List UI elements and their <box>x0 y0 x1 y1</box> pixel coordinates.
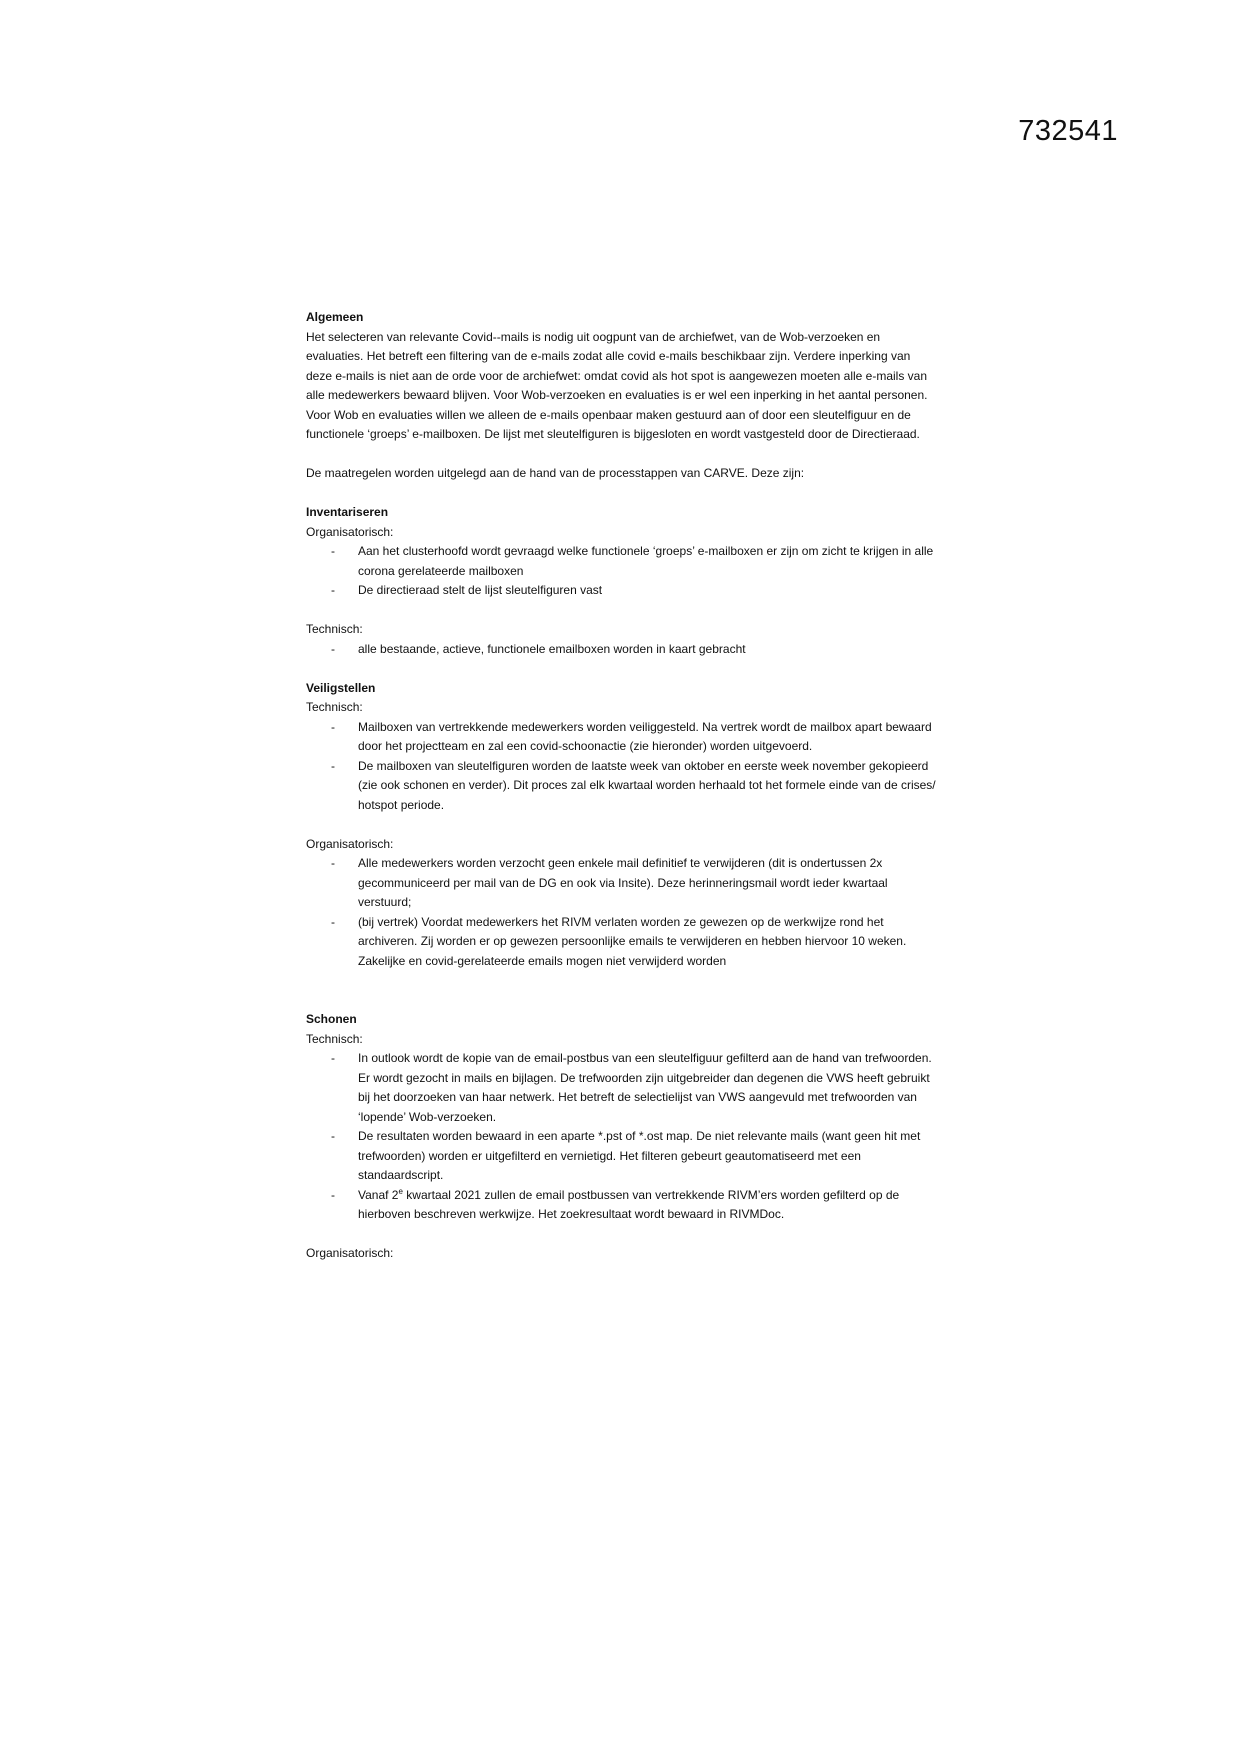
label-organisatorisch: Organisatorisch: <box>306 1246 394 1260</box>
list-inventariseren-organisatorisch <box>306 542 938 601</box>
list-item <box>306 1186 938 1225</box>
list-item <box>306 757 938 816</box>
list-item-text: alle bestaande, actieve, functionele emailboxen worden in kaart gebracht <box>358 641 746 656</box>
list-item <box>306 913 938 972</box>
list-item <box>306 1127 938 1186</box>
list-item-text: Alle medewerkers worden verzocht geen enkele mail definitief te verwijderen (dit is ondertussen 2x gecommuniceerd per mail van de DG en ook via Insite). Deze herinneringsmail wordt ieder kwartaal verstuurd; <box>358 856 888 909</box>
paragraph-intro: De maatregelen worden uitgelegd aan de hand van de processtappen van CARVE. Deze zijn: <box>306 466 805 480</box>
bullet-dash: - <box>331 1187 335 1202</box>
list-item-text: In outlook wordt de kopie van de email-postbus van een sleutelfiguur gefilterd aan de hand van trefwoorden. Er wordt gezocht in mails en bijlagen. De trefwoorden zijn uitgebreider dan degenen die VWS heeft gebruikt bij het doorzoeken van haar netwerk. Het betreft de selectielijst van VWS aangevuld met trefwoorden van ‘lopende’ Wob-verzoeken. <box>358 1051 932 1124</box>
list-item <box>306 640 938 660</box>
bullet-dash: - <box>331 1129 335 1143</box>
label-technisch: Technisch: <box>306 1031 363 1046</box>
document-number: 732541 <box>1018 115 1118 147</box>
document-body <box>306 308 938 1264</box>
bullet-dash: - <box>331 641 335 656</box>
bullet-dash: - <box>331 1051 335 1065</box>
bullet-dash: - <box>331 719 335 734</box>
list-veiligstellen-organisatorisch <box>306 854 938 971</box>
list-item-text <box>358 1188 899 1222</box>
heading-inventariseren: Inventariseren <box>306 505 389 519</box>
label-organisatorisch: Organisatorisch: <box>306 836 394 851</box>
list-item <box>306 854 938 913</box>
paragraph-algemeen: Het selecteren van relevante Covid--mails is nodig uit oogpunt van de archiefwet, van de Wob-verzoeken en evaluaties. Het betreft een filtering van de e-mails zodat alle covid e-mails beschikbaar zijn. Verdere inperking van deze e-mails is niet aan de orde voor de archiefwet: omdat covid als hot spot is aangewezen moeten alle e-mails van alle medewerkers bewaard blijven. Voor Wob-verzoeken en evaluaties is er wel een inperking in het aantal personen. Voor Wob en evaluaties willen we alleen de e-mails openbaar maken gestuurd aan of door een sleutelfiguur en de functionele ‘groeps’ e-mailboxen. De lijst met sleutelfiguren is bijgesloten en wordt vastgesteld door de Directieraad. <box>306 329 928 441</box>
list-item <box>306 1049 938 1127</box>
list-item <box>306 542 938 581</box>
list-item <box>306 581 938 601</box>
list-item-text: De mailboxen van sleutelfiguren worden de laatste week van oktober en eerste week november gekopieerd (zie ook schonen en verder). Dit proces zal elk kwartaal worden herhaald tot het formele einde van de crises/ hotspot periode. <box>358 758 936 812</box>
list-item-text-suffix: kwartaal 2021 zullen de email postbussen van vertrekkende RIVM’ers worden gefilterd op de hierboven beschreven werkwijze. Het zoekresultaat wordt bewaard in RIVMDoc. <box>358 1187 900 1221</box>
list-item <box>306 718 938 757</box>
list-item-text: (bij vertrek) Voordat medewerkers het RIVM verlaten worden ze gewezen op de werkwijze rond het archiveren. Zij worden er op gewezen persoonlijke emails te verwijderen en hebben hiervoor 10 weken. Zakelijke en covid-gerelateerde emails mogen niet verwijderd worden <box>358 914 907 968</box>
ordinal-superscript: e <box>398 1186 403 1196</box>
label-organisatorisch: Organisatorisch: <box>306 524 394 539</box>
heading-algemeen: Algemeen <box>306 310 364 324</box>
label-technisch: Technisch: <box>306 700 363 714</box>
bullet-dash: - <box>331 914 335 929</box>
label-technisch: Technisch: <box>306 622 363 636</box>
bullet-dash: - <box>331 544 335 558</box>
bullet-dash: - <box>331 856 335 870</box>
list-item-text: Aan het clusterhoofd wordt gevraagd welke functionele ‘groeps’ e-mailboxen er zijn om zicht te krijgen in alle corona gerelateerde mailboxen <box>358 544 934 578</box>
bullet-dash: - <box>331 583 335 597</box>
heading-schonen: Schonen <box>306 1012 357 1026</box>
list-item-text: De directieraad stelt de lijst sleutelfiguren vast <box>358 583 603 597</box>
list-veiligstellen-technisch <box>306 718 938 816</box>
list-schonen-technisch <box>306 1049 938 1225</box>
list-item-text: De resultaten worden bewaard in een aparte *.pst of *.ost map. De niet relevante mails (want geen hit met trefwoorden) worden er uitgefilterd en vernietigd. Het filteren gebeurt geautomatiseerd met een standaardscript. <box>358 1129 921 1182</box>
bullet-dash: - <box>331 758 335 773</box>
list-item-text-prefix: Vanaf 2 <box>358 1187 399 1202</box>
list-item-text: Mailboxen van vertrekkende medewerkers worden veiliggesteld. Na vertrek wordt de mailbox apart bewaard door het projectteam en zal een covid-schoonactie (zie hieronder) worden uitgevoerd. <box>358 719 932 753</box>
heading-veiligstellen: Veiligstellen <box>306 680 376 695</box>
list-inventariseren-technisch <box>306 640 938 660</box>
